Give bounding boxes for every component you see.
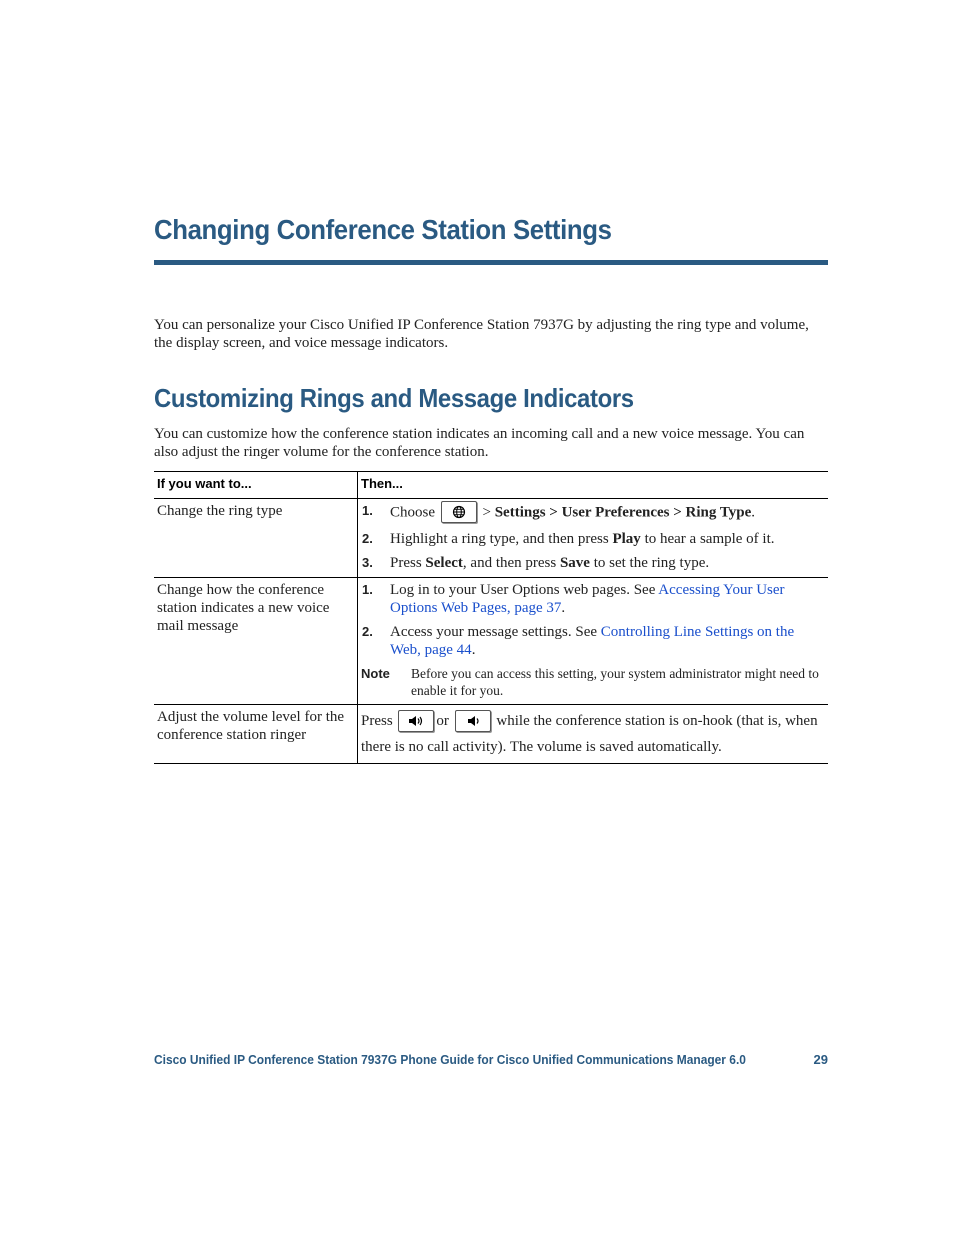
step-text-part: Choose — [390, 504, 435, 521]
step-text-part: or — [436, 713, 449, 729]
page-footer — [154, 1052, 828, 1067]
note-text: Before you can access this setting, your system administrator might need to enable it for you. — [411, 666, 819, 698]
step-text-part: to set the ring type. — [589, 555, 710, 571]
footer-title: Cisco Unified IP Conference Station 7937G Phone Guide for Cisco Unified Communications Manager 6.0 — [154, 1052, 746, 1067]
note-label: Note — [361, 666, 390, 681]
table-header-row — [154, 472, 828, 499]
steps-cell — [358, 578, 829, 705]
steps-cell — [358, 705, 829, 764]
page-number: 29 — [813, 1052, 828, 1067]
softkey-name: Save — [559, 555, 590, 571]
volume-down-icon — [464, 714, 482, 728]
steps-cell — [358, 499, 829, 578]
step-text-part: to hear a sample of it. — [640, 531, 775, 547]
step-item — [361, 530, 824, 548]
user-options-link[interactable]: Accessing Your User Options Web Pages, page 37 — [390, 582, 785, 616]
step-item — [361, 623, 824, 659]
menu-path: Settings > User Preferences > Ring Type — [494, 504, 752, 521]
settings-globe-icon — [452, 505, 466, 519]
task-cell: Change how the conference station indicates a new voice mail message — [154, 578, 358, 705]
step-text-part: > — [478, 504, 495, 521]
line-settings-link[interactable]: Controlling Line Settings on the Web, page 44 — [390, 624, 795, 658]
step-text — [390, 623, 824, 659]
volume-down-key-button[interactable] — [455, 710, 491, 732]
table-header-then: Then... — [358, 472, 829, 499]
step-text — [390, 502, 824, 524]
note-block — [361, 665, 824, 699]
table-header-task: If you want to... — [154, 472, 358, 499]
step-text-part: Access your message settings. See — [390, 624, 601, 640]
step-number: 1. — [362, 503, 373, 518]
step-number: 3. — [362, 555, 373, 570]
volume-up-key-button[interactable] — [398, 710, 434, 732]
volume-up-icon — [407, 714, 425, 728]
table-row — [154, 705, 828, 764]
step-text — [390, 530, 824, 548]
task-cell: Change the ring type — [154, 499, 358, 578]
step-text-part: . — [471, 642, 476, 658]
step-text-part: Log in to your User Options web pages. See — [390, 582, 659, 598]
step-text-part: Press — [390, 555, 426, 571]
step-text — [390, 554, 824, 572]
step-number: 2. — [362, 624, 373, 639]
softkey-name: Play — [612, 531, 641, 547]
table-row — [154, 499, 828, 578]
settings-table — [154, 471, 828, 764]
step-item — [361, 581, 824, 617]
settings-key-button[interactable] — [441, 501, 477, 523]
step-text — [390, 581, 824, 617]
step-text-part: , and then press — [462, 555, 560, 571]
task-cell: Adjust the volume level for the conference station ringer — [154, 705, 358, 764]
step-text-part: while the conference station is on-hook (that is, when there is no call activity). The volume is saved automatically. — [361, 713, 818, 755]
page-title: Changing Conference Station Settings — [154, 214, 612, 245]
title-rule — [154, 260, 828, 265]
step-number: 1. — [362, 582, 373, 597]
step-number: 2. — [362, 531, 373, 546]
step-item — [361, 554, 824, 572]
step-item — [361, 502, 824, 524]
step-text-part: . — [751, 504, 755, 521]
section-title: Customizing Rings and Message Indicators — [154, 383, 634, 413]
step-text-part: Press — [361, 713, 393, 729]
table-row — [154, 578, 828, 705]
step-text-part: . — [561, 600, 566, 616]
step-text-part: Highlight a ring type, and then press — [390, 531, 613, 547]
section-intro-paragraph: You can customize how the conference station indicates an incoming call and a new voice message. You can also adjust the ringer volume for the conference station. — [154, 426, 805, 460]
intro-paragraph: You can personalize your Cisco Unified IP Conference Station 7937G by adjusting the ring type and volume, the display screen, and voice message indicators. — [154, 317, 809, 351]
softkey-name: Select — [425, 555, 463, 571]
